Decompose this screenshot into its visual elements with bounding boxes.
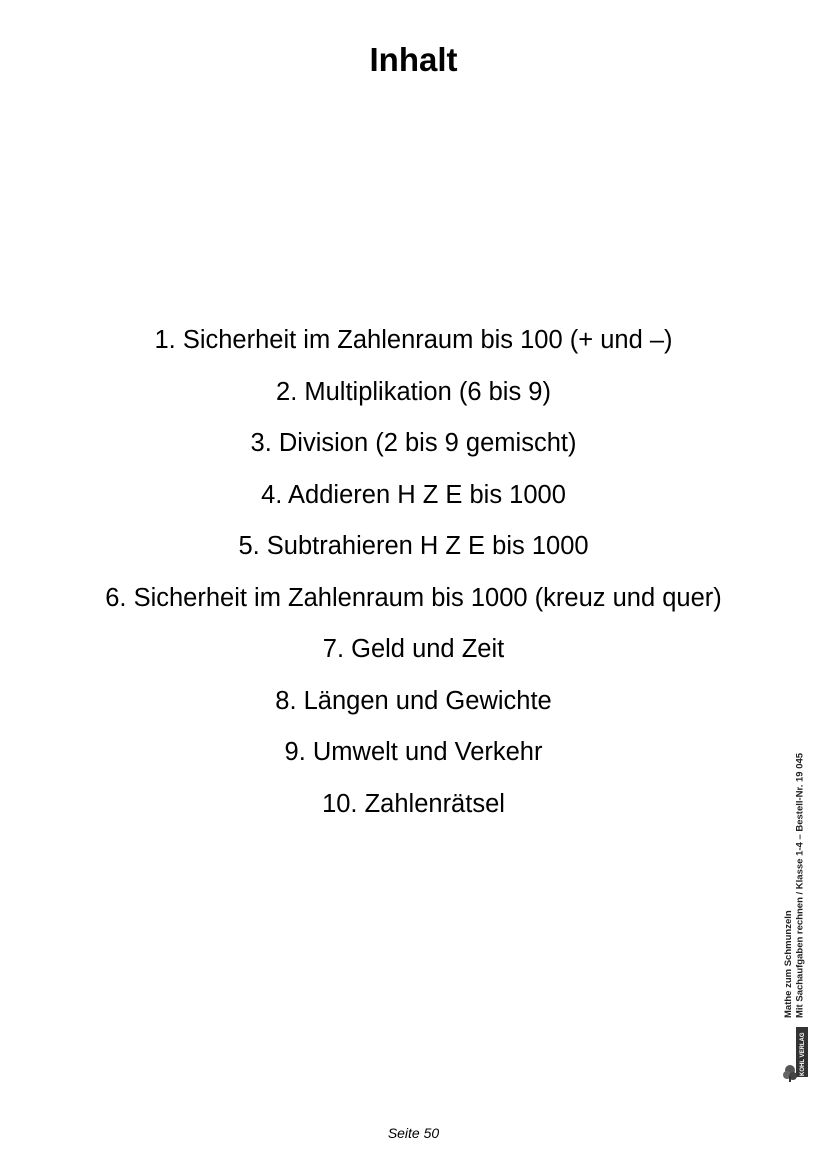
imprint-text	[783, 733, 811, 1018]
page-title: Inhalt	[369, 41, 458, 78]
page-number: Seite 50	[387, 1125, 440, 1141]
toc-item: 1. Sicherheit im Zahlenraum bis 100 (+ und –)	[154, 326, 673, 354]
toc-item: 4. Addieren H Z E bis 1000	[261, 480, 566, 509]
toc-item: 9. Umwelt und Verkehr	[284, 738, 543, 766]
toc-item: 7. Geld und Zeit	[322, 635, 505, 663]
toc-item: 5. Subtrahieren H Z E bis 1000	[238, 532, 589, 560]
imprint-line-2: Mit Sachaufgaben rechnen / Klasse 1-4 – Bestell-Nr. 19 045	[794, 752, 806, 1018]
toc-item: 8. Längen und Gewichte	[275, 686, 552, 715]
publisher-name: KOHL VERLAG	[799, 1029, 807, 1077]
side-imprint	[783, 733, 811, 1088]
toc-item: 10. Zahlenrätsel	[322, 789, 505, 818]
table-of-contents	[0, 318, 827, 833]
toc-item: 3. Division (2 bis 9 gemischt)	[250, 429, 577, 457]
imprint-line-1: Mathe zum Schmunzeln	[783, 910, 794, 1018]
toc-item: 2. Multiplikation (6 bis 9)	[276, 377, 551, 406]
toc-item: 6. Sicherheit im Zahlenraum bis 1000 (kreuz und quer)	[105, 583, 722, 612]
